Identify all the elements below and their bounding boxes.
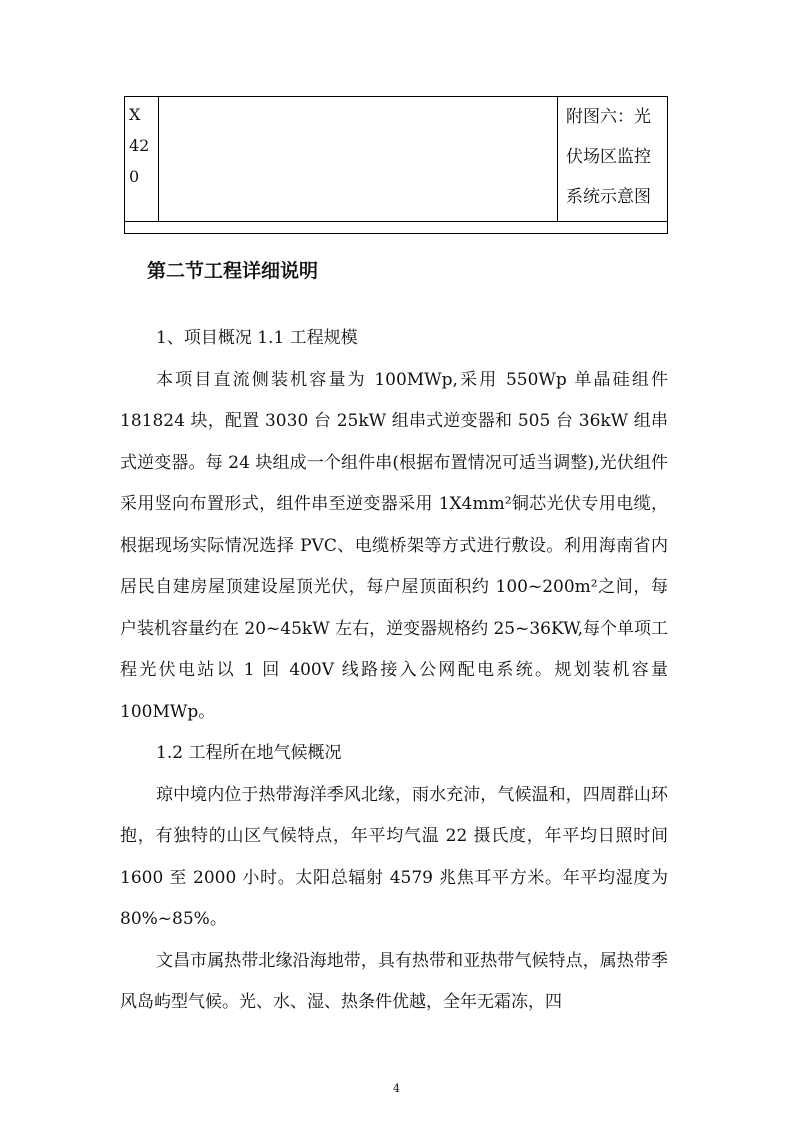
table-cell-index — [129, 99, 157, 192]
paragraph: 本项目直流侧装机容量为 100MWp,采用 550Wp 单晶硅组件 181824 块，配置 3030 台 25kW 组串式逆变器和 505 台 36kW 组串式逆变器。每 24 块组成一个组件串(根据布置情况可适当调整),光伏组件采用竖向布置形式，组件串至逆变器采用 1X4mm²铜芯光伏专用电缆，根据现场实际情况选择 PVC、电缆桥架等方式进行敷设。利用海南省内居民自建房屋顶建设屋顶光伏，每户屋顶面积约 100~200m²之间，每户装机容量约在 20~45kW 左右，逆变器规格约 25~36KW,每个单项工程光伏电站以 1 回 400V 线路接入公网配电系统。规划装机容量 100MWp。 — [120, 369, 668, 722]
page-number: 4 — [393, 1082, 400, 1095]
table-divider — [158, 97, 159, 221]
paragraph: 琼中境内位于热带海洋季风北缘，雨水充沛，气候温和，四周群山环抱，有独特的山区气候特点，年平均气温 22 摄氏度，年平均日照时间 1600 至 2000 小时。太阳总辐射 4579 兆焦耳平方米。年平均湿度为 80%~85%。 — [120, 784, 668, 929]
cell-text: 伏场区监控 — [566, 147, 651, 167]
subsection-title: 1、项目概况 1.1 工程规模 — [156, 328, 358, 348]
section-heading: 第二节工程详细说明 — [147, 260, 319, 282]
cell-text: X — [129, 105, 141, 124]
cell-text: 0 — [129, 167, 140, 186]
attachment-table — [124, 96, 668, 234]
table-divider — [557, 97, 558, 221]
table-divider — [125, 221, 667, 222]
table-cell-caption — [566, 97, 666, 217]
cell-text: 系统示意图 — [566, 187, 651, 207]
cell-text: 附图六：光 — [566, 107, 651, 127]
paragraph: 文昌市属热带北缘沿海地带，具有热带和亚热带气候特点，属热带季风岛屿型气候。光、水、湿、热条件优越，全年无霜冻，四 — [120, 950, 668, 1012]
document-body — [120, 318, 668, 1024]
cell-text: 42 — [129, 136, 150, 155]
subsection-title: 1.2 工程所在地气候概况 — [156, 743, 342, 763]
